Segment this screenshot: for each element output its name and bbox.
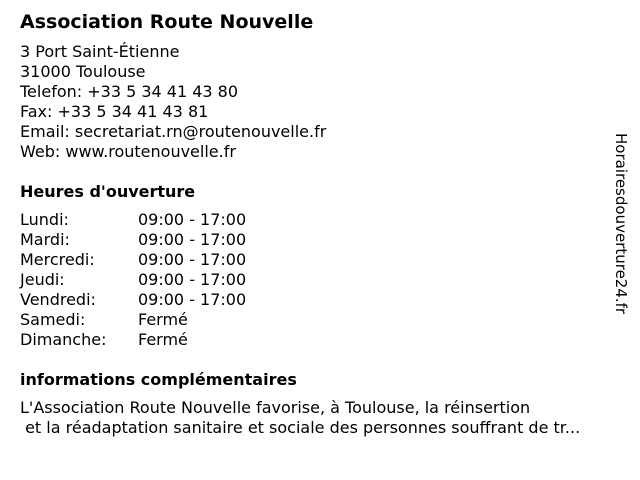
- description-line-1: L'Association Route Nouvelle favorise, à Toulouse, la réinsertion: [20, 398, 531, 417]
- hours-row: [20, 330, 620, 350]
- time-value: 09:00 - 17:00: [138, 230, 247, 249]
- info-card: [20, 10, 620, 438]
- hours-row: [20, 250, 620, 270]
- day-label: Vendredi:: [20, 290, 96, 309]
- day-label: Mardi:: [20, 230, 70, 249]
- additional-info-heading: informations complémentaires: [20, 370, 297, 389]
- description-text: [20, 398, 620, 438]
- address-street: 3 Port Saint-Étienne: [20, 42, 180, 61]
- time-value: 09:00 - 17:00: [138, 290, 247, 309]
- day-label: Dimanche:: [20, 330, 107, 349]
- description-line-2: et la réadaptation sanitaire et sociale des personnes souffrant de tr...: [20, 418, 581, 437]
- hours-row: [20, 290, 620, 310]
- organization-name: Association Route Nouvelle: [20, 11, 314, 33]
- watermark-text: Horairesdouverture24.fr: [612, 133, 630, 315]
- hours-row: [20, 210, 620, 230]
- time-value: 09:00 - 17:00: [138, 270, 247, 289]
- watermark-vertical: [612, 133, 630, 345]
- hours-row: [20, 230, 620, 250]
- opening-hours-heading: Heures d'ouverture: [20, 182, 196, 201]
- opening-hours-table: [20, 210, 620, 350]
- time-value: 09:00 - 17:00: [138, 210, 247, 229]
- day-label: Jeudi:: [20, 270, 65, 289]
- hours-row: [20, 270, 620, 290]
- fax-line: Fax: +33 5 34 41 43 81: [20, 102, 209, 121]
- time-value: Fermé: [138, 330, 188, 349]
- address-city: 31000 Toulouse: [20, 62, 146, 81]
- day-label: Samedi:: [20, 310, 86, 329]
- hours-row: [20, 310, 620, 330]
- contact-block: [20, 42, 620, 162]
- day-label: Mercredi:: [20, 250, 95, 269]
- web-line: Web: www.routenouvelle.fr: [20, 142, 236, 161]
- day-label: Lundi:: [20, 210, 69, 229]
- email-line: Email: secretariat.rn@routenouvelle.fr: [20, 122, 327, 141]
- time-value: 09:00 - 17:00: [138, 250, 247, 269]
- time-value: Fermé: [138, 310, 188, 329]
- phone-line: Telefon: +33 5 34 41 43 80: [20, 82, 239, 101]
